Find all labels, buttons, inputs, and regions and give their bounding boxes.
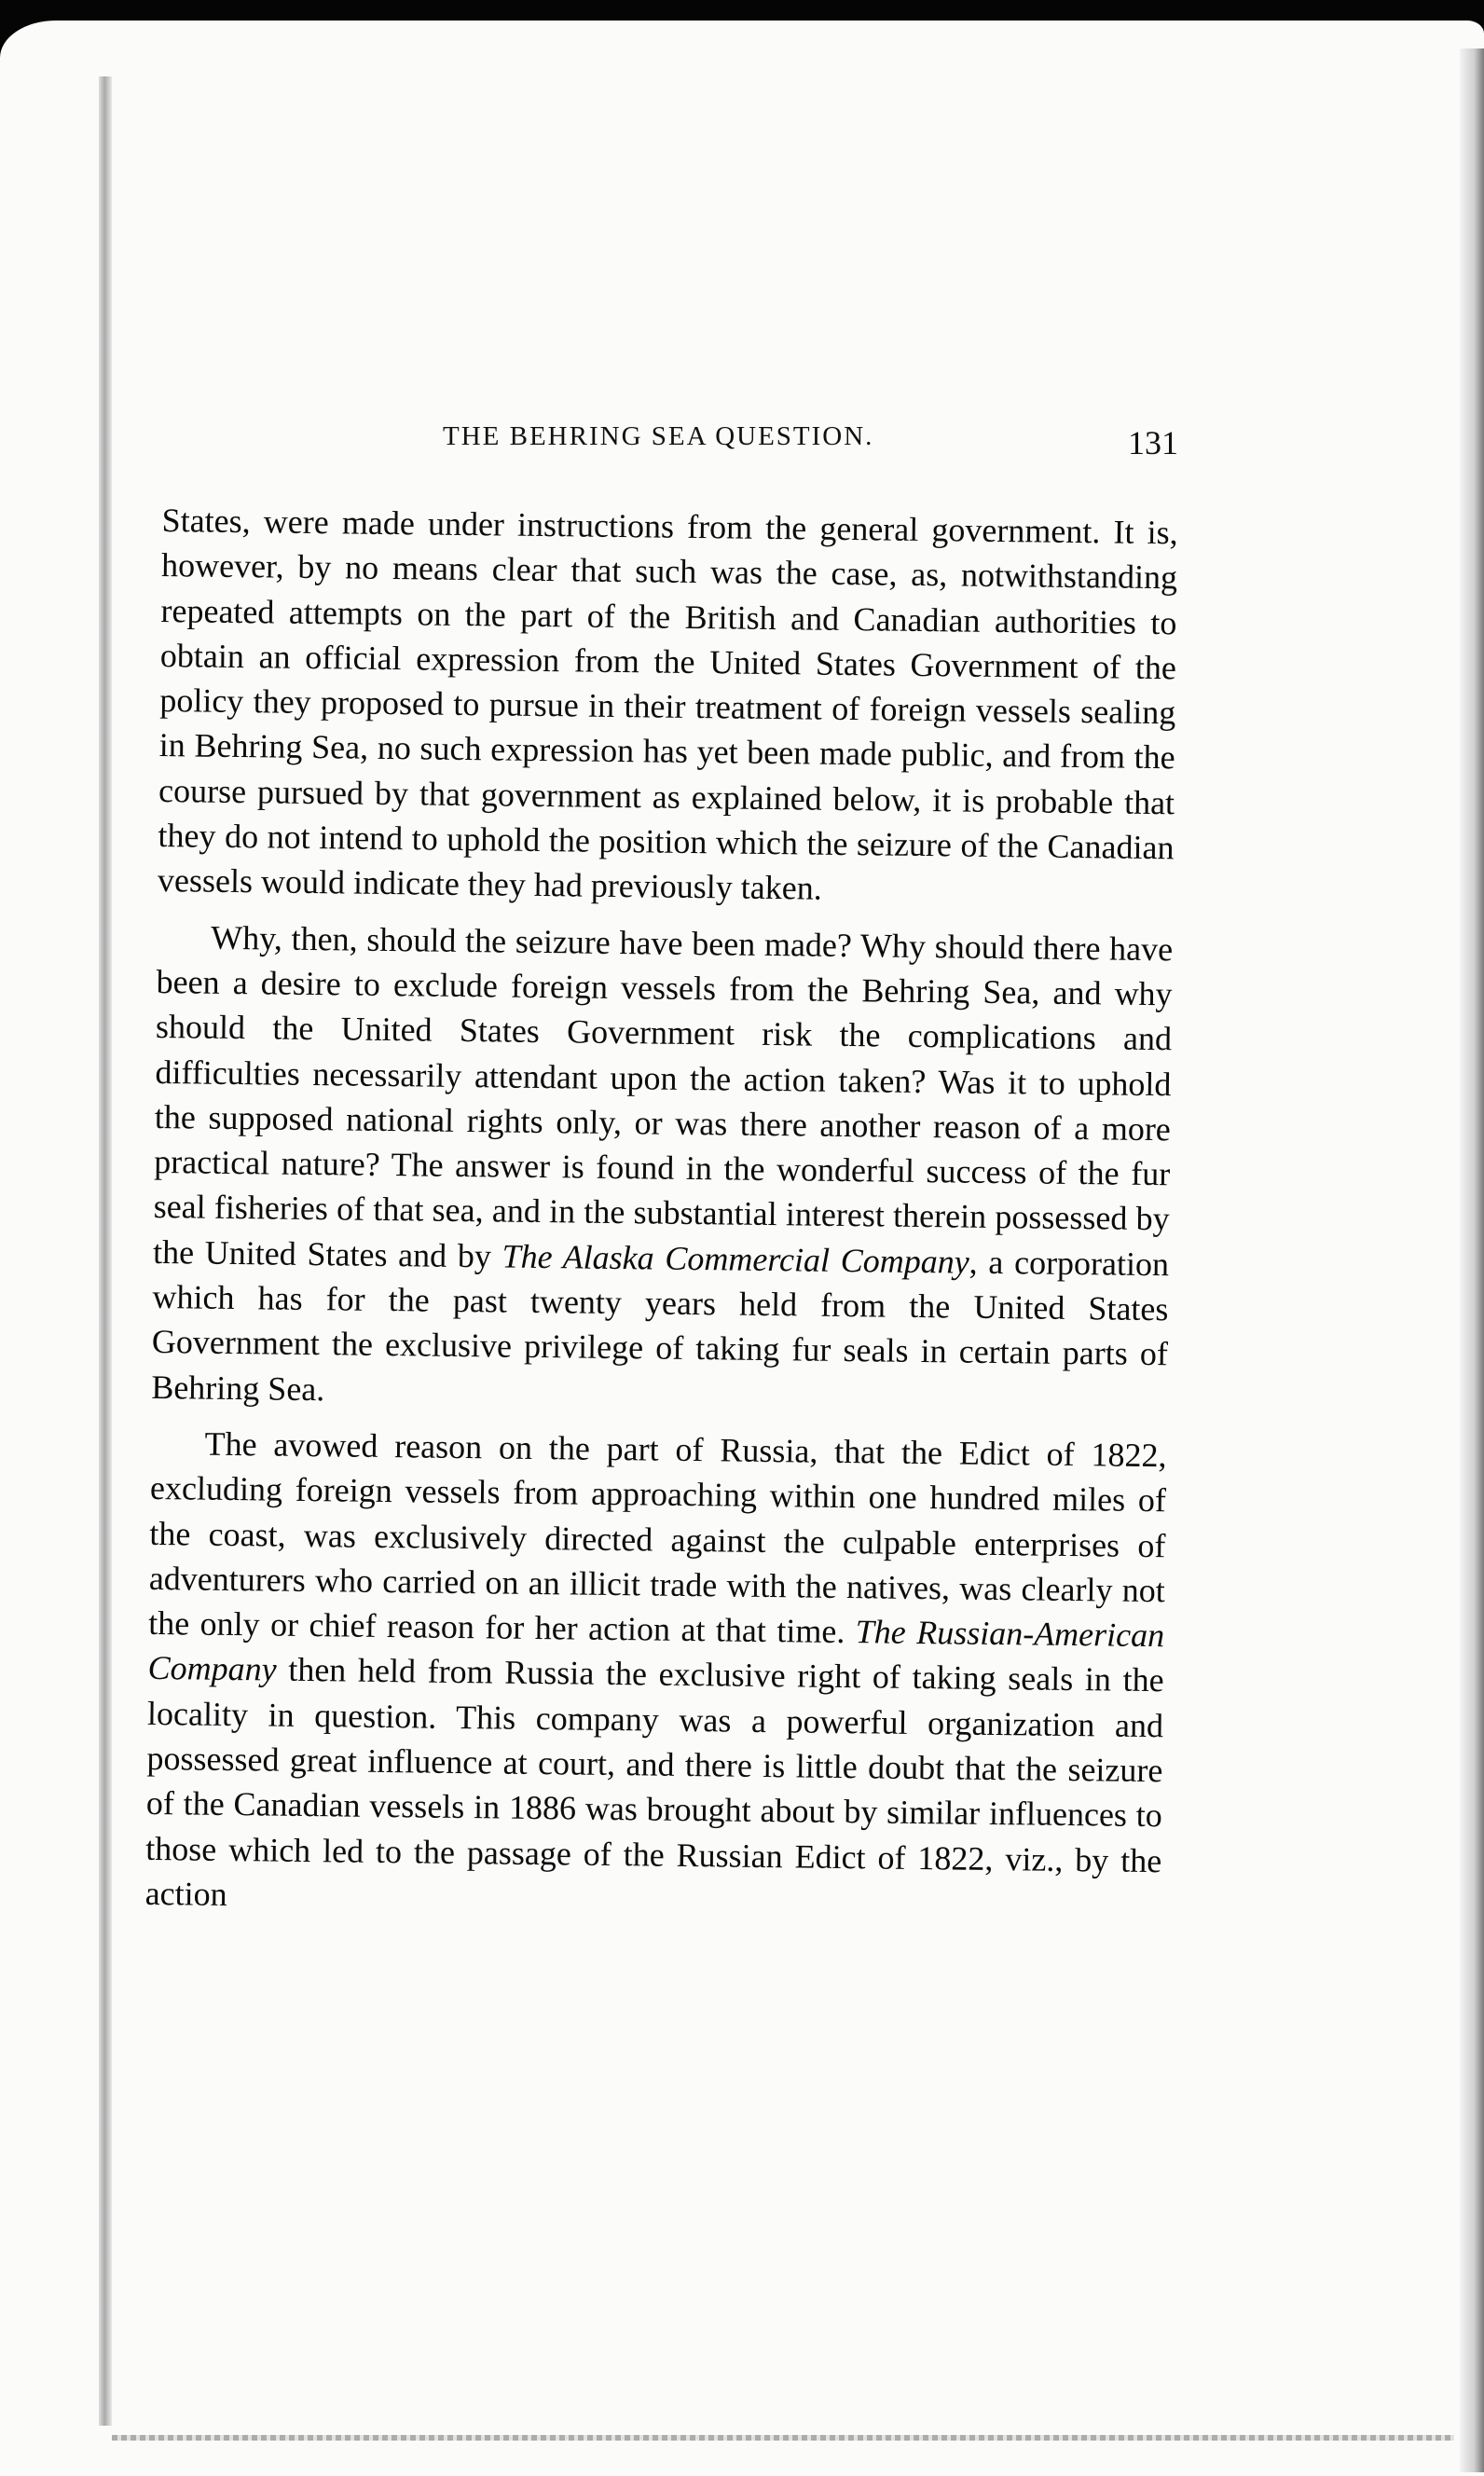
paragraph-2-text-end: , a corporation which has for the past twenty years held from the United States Government the exclusive privilege of taking fur seals in certain parts of Behring Sea.	[151, 1243, 1170, 1408]
page-number: 131	[1128, 424, 1178, 461]
russian-american-company: The Russian-American Company	[147, 1613, 1165, 1689]
paragraph-2-text-start: Why, then, should the seizure have been made? Why should there have been a desire to exclude foreign vessels from the Behring Sea, and why should the United States Government risk the complications and difficulties necessarily attendant upon the action taken? Was it to uphold the supposed national rights only, or was there another reason of a more practical nature? The answer is found in the wonderful success of the fur seal fisheries of that sea, and in the substantial interest therein possessed by the United States and by	[152, 918, 1174, 1275]
paragraph-2	[151, 915, 1173, 1423]
page-right-edge	[1460, 48, 1484, 2472]
page-header	[168, 412, 1193, 468]
body-text	[144, 498, 1178, 1928]
paragraph-1: States, were made under instructions from the general government. It is, however, by no means clear that such was the case, as, notwithstanding repeated attempts on the part of the British and Canadian authorities to obtain an official expression from the United States Government of the policy they proposed to pursue in their treatment of foreign vessels sealing in Behring Sea, no such expression has yet been made public, and from the course pursued by that government as explained below, it is probable that they do not intend to uphold the position which the seizure of the Canadian vessels would indicate they had previously taken.	[157, 501, 1178, 908]
book-page	[0, 21, 1484, 2476]
page-bottom-edge	[112, 2435, 1454, 2441]
page-gutter-shadow	[99, 76, 112, 2426]
running-title: THE BEHRING SEA QUESTION.	[443, 421, 874, 451]
alaska-commercial-company: The Alaska Commercial Company	[502, 1237, 969, 1281]
paragraph-3	[144, 1421, 1166, 1929]
paragraph-3-text-end: then held from Russia the exclusive right of taking seals in the locality in question. This company was a powerful organization and possessed great influence at court, and there is little doubt that the seizure of the Canadian vessels in 1886 was brought about by similar influences to those which led to the passage of the Russian Edict of 1822, viz., by the action	[144, 1651, 1164, 1913]
paragraph-3-text-start: The avowed reason on the part of Russia, that the Edict of 1822, excluding foreign vessels from approaching within one hundred miles of the coast, was exclusively directed against the culpable enterprises of adventurers who carried on an illicit trade with the natives, was clearly not the only or chief reason for her action at that time.	[148, 1424, 1167, 1651]
